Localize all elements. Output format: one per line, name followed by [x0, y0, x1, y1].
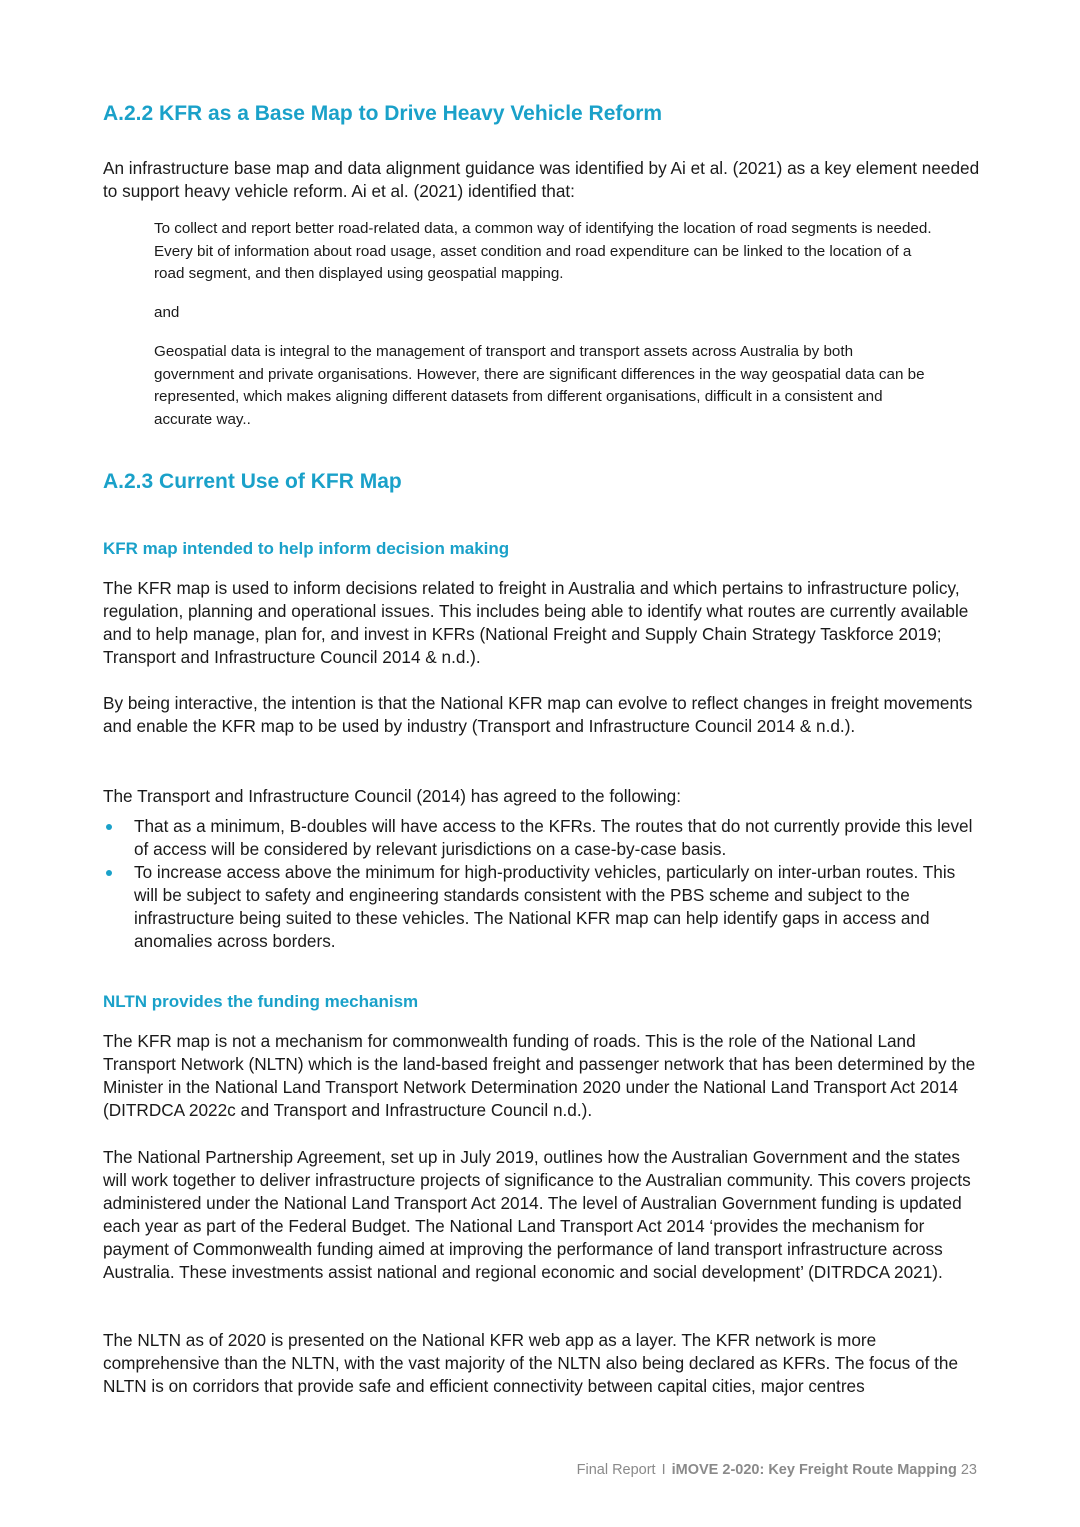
list-item-text: To increase access above the minimum for high-productivity vehicles, particularly on inter-urban routes. This will be subject to safety and engineering standards consistent with the PBS scheme and subject to the infrastructure being suited to these vehicles. The National KFR map can help identify gaps in access and anomalies across borders.	[134, 862, 956, 951]
list-item	[103, 815, 983, 861]
subheading-nltn-funding: NLTN provides the funding mechanism	[103, 992, 419, 1011]
subheading-decision-making: KFR map intended to help inform decision making	[103, 539, 510, 558]
block-quote-2: Geospatial data is integral to the management of transport and transport assets across Australia by both government and private organisations. However, there are significant differences in the way geospatial data can be represented, which makes aligning different datasets from different organisations, difficult in a consistent and accurate way..	[154, 343, 925, 428]
paragraph-nltn-role: The KFR map is not a mechanism for commonwealth funding of roads. This is the role of the National Land Transport Network (NLTN) which is the land-based freight and passenger network that has been determined by the Minister in the National Land Transport Network Determination 2020 under the National Land Transport Act 2014 (DITRDCA 2022c and Transport and Infrastructure Council n.d.).	[103, 1031, 976, 1120]
list-item	[103, 861, 983, 953]
footer-report-label: Final Report	[576, 1462, 656, 1478]
bullet-icon	[106, 870, 112, 876]
section-heading-a22: A.2.2 KFR as a Base Map to Drive Heavy Vehicle Reform	[103, 102, 663, 125]
block-quote-1: To collect and report better road-related data, a common way of identifying the location of road segments is needed. Every bit of information about road usage, asset condition and road expenditure can be linked to the location of a road segment, and then displayed using geospatial mapping.	[154, 220, 932, 282]
page-footer	[577, 1462, 977, 1478]
paragraph-interactive: By being interactive, the intention is that the National KFR map can evolve to reflect changes in freight movements and enable the KFR map to be used by industry (Transport and Infrastructure Council 2014 & n.d.).	[103, 693, 973, 736]
footer-report-title: iMOVE 2-020: Key Freight Route Mapping	[671, 1462, 957, 1478]
paragraph-nltn-layer: The NLTN as of 2020 is presented on the National KFR web app as a layer. The KFR network is more comprehensive than the NLTN, with the vast majority of the NLTN also being declared as KFRs. The focus of the NLTN is on corridors that provide safe and efficient connectivity between capital cities, major centres	[103, 1330, 959, 1396]
bullet-list	[103, 815, 983, 953]
footer-separator: I	[661, 1462, 666, 1478]
bullet-icon	[106, 824, 112, 830]
section-heading-a23: A.2.3 Current Use of KFR Map	[103, 470, 402, 493]
paragraph-kfr-inform: The KFR map is used to inform decisions related to freight in Australia and which pertains to infrastructure policy, regulation, planning and operational issues. This includes being able to identify what routes are currently available and to help manage, plan for, and invest in KFRs (National Freight and Supply Chain Strategy Taskforce 2019; Transport and Infrastructure Council 2014 & n.d.).	[103, 578, 969, 667]
block-quote-and: and	[154, 304, 180, 321]
paragraph-council-agreed: The Transport and Infrastructure Council (2014) has agreed to the following:	[103, 786, 682, 806]
paragraph-partnership: The National Partnership Agreement, set up in July 2019, outlines how the Australian Government and the states will work together to deliver infrastructure projects of significance to the Australian community. This covers projects administered under the National Land Transport Act 2014. The level of Australian Government funding is updated each year as part of the Federal Budget. The National Land Transport Act 2014 ‘provides the mechanism for payment of Commonwealth funding aimed at improving the performance of land transport infrastructure across Australia. These investments assist national and regional economic and social development’ (DITRDCA 2021).	[103, 1147, 971, 1282]
list-item-text: That as a minimum, B-doubles will have access to the KFRs. The routes that do not currently provide this level of access will be considered by relevant jurisdictions on a case-by-case basis.	[134, 816, 973, 859]
intro-paragraph: An infrastructure base map and data alignment guidance was identified by Ai et al. (2021) as a key element needed to support heavy vehicle reform. Ai et al. (2021) identified that:	[103, 158, 980, 201]
page-number: 23	[960, 1462, 977, 1478]
